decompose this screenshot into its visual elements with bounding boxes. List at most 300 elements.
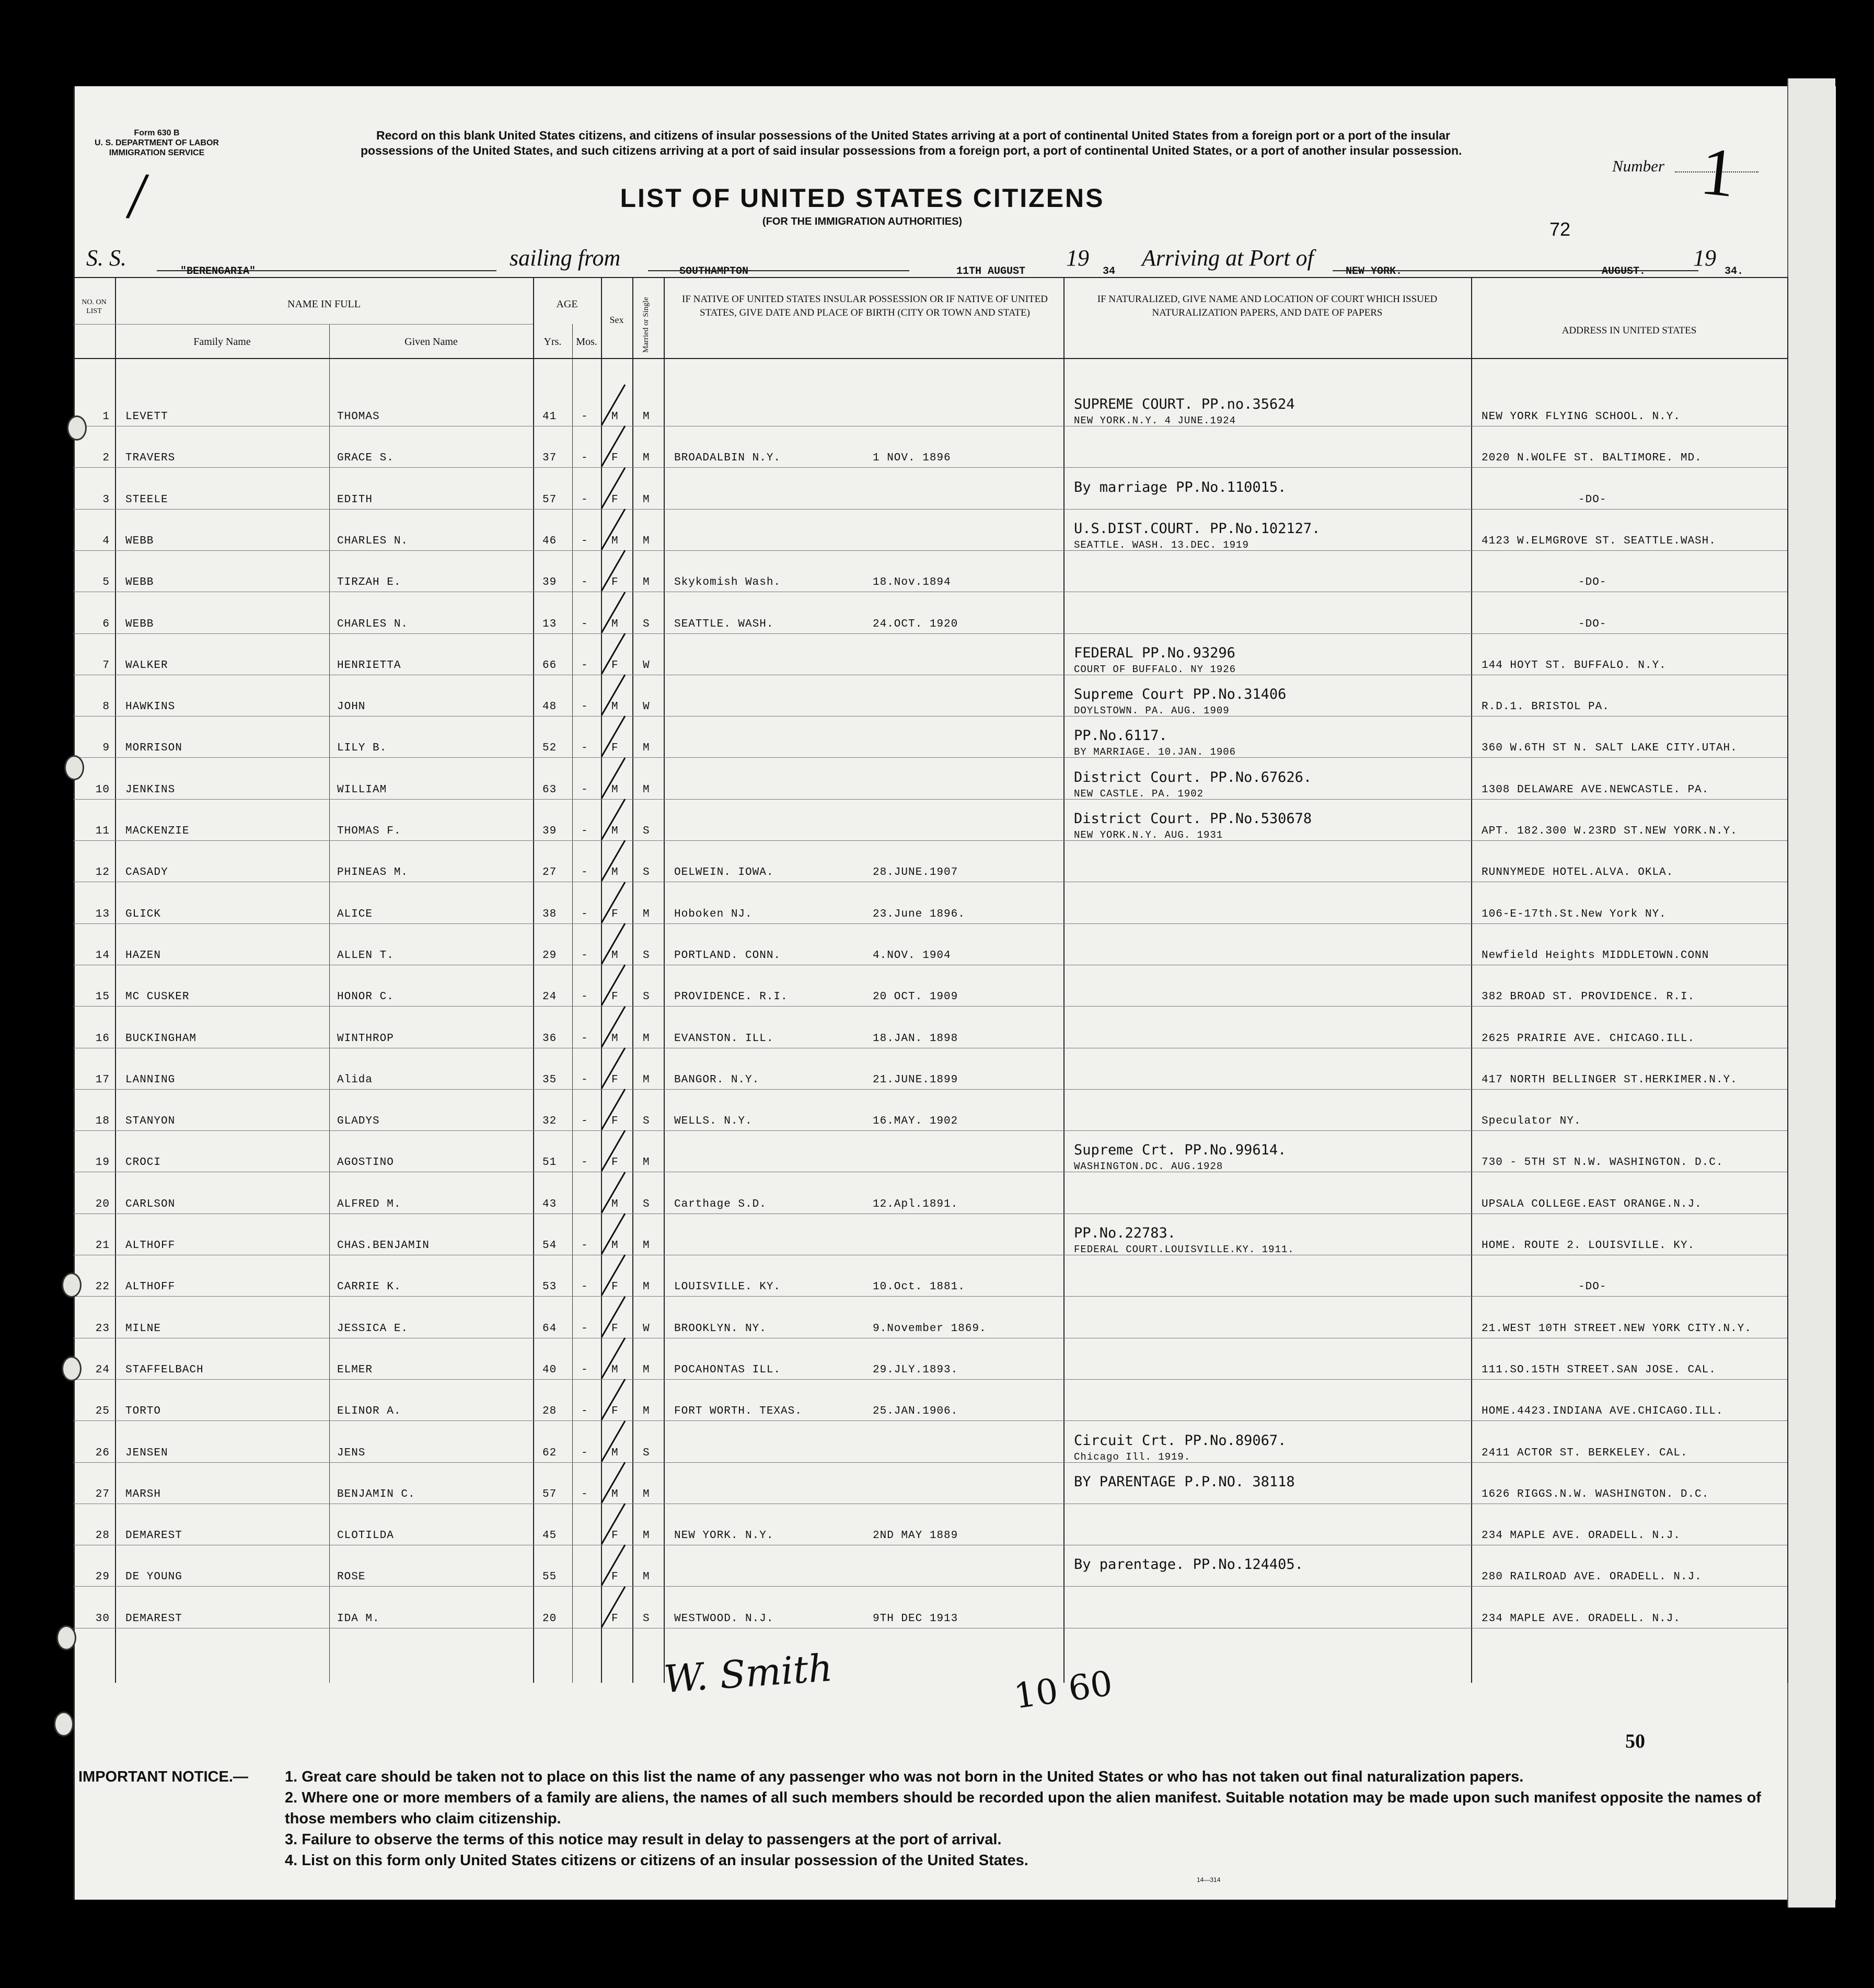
birth-place: EVANSTON. ILL. (674, 1032, 774, 1045)
given-name: JOHN (337, 701, 366, 713)
given-name: JENS (337, 1447, 366, 1459)
punch-hole (64, 755, 84, 780)
marital-status: M (643, 742, 650, 755)
inspector-signature: W. Smith (662, 1645, 834, 1702)
arrival-date: AUGUST. (1602, 265, 1646, 278)
table-row (73, 977, 1787, 1018)
family-name: CASADY (125, 866, 168, 879)
department: U. S. DEPARTMENT OF LABOR (95, 138, 219, 147)
age-months: - (581, 1032, 588, 1045)
number-label: Number (1612, 157, 1664, 175)
table-top-rule (73, 277, 1787, 278)
naturalization-line-1: Circuit Crt. PP.No.89067. (1074, 1432, 1287, 1449)
naturalization-line-2: BY MARRIAGE. 10.JAN. 1906 (1074, 746, 1236, 758)
sex: M (611, 701, 619, 713)
row-number: 24 (95, 1363, 110, 1376)
given-name: GRACE S. (337, 452, 394, 465)
form-id: Form 630 B (134, 129, 180, 137)
birth-place: BROADALBIN N.Y. (674, 452, 781, 465)
family-name: GLICK (125, 908, 161, 920)
us-address: 2020 N.WOLFE ST. BALTIMORE. MD. (1482, 452, 1702, 465)
age-months: - (581, 1363, 588, 1376)
naturalization-line-2: FEDERAL COURT.LOUISVILLE.KY. 1911. (1074, 1244, 1294, 1255)
family-name: MORRISON (125, 742, 182, 755)
birth-date: 12.Apl.1891. (873, 1198, 958, 1210)
birth-date: 20 OCT. 1909 (873, 991, 958, 1003)
birth-place: PROVIDENCE. R.I. (674, 991, 788, 1003)
birth-place: PORTLAND. CONN. (674, 949, 781, 962)
row-number: 14 (95, 949, 110, 962)
sex: M (611, 1488, 619, 1500)
age-years: 57 (542, 1488, 557, 1500)
given-name: ALICE (337, 908, 373, 920)
family-name: LANNING (125, 1073, 176, 1086)
table-row (73, 1557, 1787, 1598)
birth-date: 18.JAN. 1898 (873, 1032, 958, 1045)
age-years: 66 (542, 659, 557, 672)
marital-status: W (643, 701, 650, 713)
marital-status: S (643, 1198, 650, 1210)
family-name: LEVETT (125, 411, 168, 423)
sex: M (611, 618, 619, 630)
family-name: TORTO (125, 1405, 161, 1418)
sex: F (611, 1571, 619, 1584)
us-address: 417 NORTH BELLINGER ST.HERKIMER.N.Y. (1482, 1073, 1738, 1086)
page-edge (1787, 78, 1835, 1908)
birth-place: WESTWOOD. N.J. (674, 1612, 774, 1625)
table-row (73, 853, 1787, 894)
family-name: DEMAREST (125, 1530, 182, 1542)
marital-status: M (643, 783, 650, 796)
row-number: 4 (102, 535, 110, 547)
given-name: PHINEAS M. (337, 866, 409, 879)
row-number: 16 (95, 1032, 110, 1045)
us-address: 360 W.6TH ST N. SALT LAKE CITY.UTAH. (1482, 742, 1738, 755)
row-number: 11 (95, 825, 110, 837)
sex: M (611, 949, 619, 962)
naturalization-line-1: District Court. PP.No.530678 (1074, 811, 1312, 827)
sex: M (611, 783, 619, 796)
table-row (73, 895, 1787, 935)
row-number: 19 (95, 1157, 110, 1169)
row-number: 20 (95, 1198, 110, 1210)
age-months: - (581, 908, 588, 920)
table-row (73, 438, 1787, 479)
row-number: 28 (95, 1530, 110, 1542)
arriving-label: Arriving at Port of (1142, 245, 1314, 271)
age-months: - (581, 825, 588, 837)
naturalization-line-1: By marriage PP.No.110015. (1074, 479, 1287, 495)
punch-hole (67, 415, 87, 441)
age-months: - (581, 1115, 588, 1128)
notice-item-4: 4. List on this form only United States citizens or citizens of an insular possession of the United States. (285, 1852, 1028, 1869)
sex: F (611, 1073, 619, 1086)
sex: M (611, 535, 619, 547)
given-name: JESSICA E. (337, 1322, 409, 1335)
table-row (73, 1392, 1787, 1432)
naturalization-line-1: Supreme Crt. PP.No.99614. (1074, 1142, 1287, 1159)
given-name: ELMER (337, 1363, 373, 1376)
family-name: WEBB (125, 618, 154, 630)
us-address: 280 RAILROAD AVE. ORADELL. N.J. (1482, 1571, 1702, 1584)
us-address: -DO- (1578, 576, 1607, 589)
family-name: HAZEN (125, 949, 161, 962)
birth-date: 1 NOV. 1896 (873, 452, 951, 465)
given-name: CLOTILDA (337, 1530, 394, 1542)
age-years: 64 (542, 1322, 557, 1335)
sex: F (611, 742, 619, 755)
sex: F (611, 493, 619, 506)
row-number: 5 (102, 576, 110, 589)
marital-status: S (643, 949, 650, 962)
age-years: 63 (542, 783, 557, 796)
sex: M (611, 1032, 619, 1045)
age-years: 40 (542, 1363, 557, 1376)
age-months: - (581, 866, 588, 879)
birth-date: 25.JAN.1906. (873, 1405, 958, 1418)
us-address: 106-E-17th.St.New York NY. (1482, 908, 1667, 920)
given-name: HENRIETTA (337, 659, 401, 672)
list-number: 1 (1697, 133, 1739, 212)
given-name: ROSE (337, 1571, 366, 1584)
marital-status: S (643, 991, 650, 1003)
page-subtitle: (FOR THE IMMIGRATION AUTHORITIES) (762, 216, 963, 227)
sex: F (611, 1530, 619, 1542)
naturalization-line-2: WASHINGTON.DC. AUG.1928 (1074, 1161, 1223, 1173)
punch-hole (56, 1625, 76, 1650)
us-address: R.D.1. BRISTOL PA. (1482, 701, 1610, 713)
birth-place: WELLS. N.Y. (674, 1115, 753, 1128)
arrival-year: 34. (1725, 265, 1744, 278)
row-number: 15 (95, 991, 110, 1003)
family-name: STEELE (125, 493, 168, 506)
age-years: 13 (542, 618, 557, 630)
sex: M (611, 1240, 619, 1252)
age-years: 24 (542, 991, 557, 1003)
marital-status: M (643, 1530, 650, 1542)
form-code: 14—314 (1197, 1876, 1221, 1883)
marital-status: S (643, 1612, 650, 1625)
row-number: 6 (102, 618, 110, 630)
marital-status: M (643, 493, 650, 506)
given-name: ALFRED M. (337, 1198, 401, 1210)
marital-status: S (643, 1447, 650, 1459)
birth-place: SEATTLE. WASH. (674, 618, 774, 630)
marital-status: S (643, 1115, 650, 1128)
table-row (73, 812, 1787, 852)
table-row (73, 1267, 1787, 1308)
us-address: 21.WEST 10TH STREET.NEW YORK CITY.N.Y. (1482, 1322, 1752, 1335)
naturalization-line-1: BY PARENTAGE P.P.NO. 38118 (1074, 1473, 1295, 1490)
us-address: 382 BROAD ST. PROVIDENCE. R.I. (1482, 991, 1695, 1003)
age-years: 46 (542, 535, 557, 547)
table-row (73, 605, 1787, 645)
row-number: 29 (95, 1571, 110, 1584)
given-name: BENJAMIN C. (337, 1488, 415, 1500)
arrival-year-prefix: 19 (1693, 245, 1716, 271)
family-name: MC CUSKER (125, 991, 190, 1003)
age-years: 43 (542, 1198, 557, 1210)
age-years: 57 (542, 493, 557, 506)
naturalization-line-2: Chicago Ill. 1919. (1074, 1451, 1191, 1463)
birth-place: Hoboken NJ. (674, 908, 753, 920)
subheader-rule (73, 324, 533, 325)
header-mos: Mos. (576, 336, 597, 348)
naturalization-line-1: PP.No.22783. (1074, 1225, 1176, 1241)
row-number: 3 (102, 493, 110, 506)
naturalization-line-1: U.S.DIST.COURT. PP.No.102127. (1074, 520, 1321, 537)
given-name: WILLIAM (337, 783, 387, 796)
age-years: 48 (542, 701, 557, 713)
sex: F (611, 659, 619, 672)
family-name: WEBB (125, 535, 154, 547)
given-name: ALLEN T. (337, 949, 394, 962)
table-row (73, 563, 1787, 604)
birth-date: 10.Oct. 1881. (873, 1281, 965, 1293)
row-number: 2 (102, 452, 110, 465)
sex: M (611, 1363, 619, 1376)
sailing-year: 34 (1103, 265, 1116, 278)
age-years: 45 (542, 1530, 557, 1542)
birth-date: 4.NOV. 1904 (873, 949, 951, 962)
age-years: 20 (542, 1612, 557, 1625)
marital-status: M (643, 1281, 650, 1293)
ss-label: S. S. (86, 245, 126, 271)
us-address: -DO- (1578, 618, 1607, 630)
row-number: 27 (95, 1488, 110, 1500)
age-years: 53 (542, 1281, 557, 1293)
naturalization-line-1: SUPREME COURT. PP.no.35624 (1074, 396, 1295, 412)
handwritten-one-left: / (124, 157, 151, 235)
sheet-stamp: 72 (1549, 218, 1571, 240)
table-row (73, 1060, 1787, 1101)
age-months: - (581, 1488, 588, 1500)
us-address: APT. 182.300 W.23RD ST.NEW YORK.N.Y. (1482, 825, 1738, 837)
us-address: RUNNYMEDE HOTEL.ALVA. OKLA. (1482, 866, 1674, 879)
us-address: 111.SO.15TH STREET.SAN JOSE. CAL. (1482, 1363, 1716, 1376)
table-row (73, 1019, 1787, 1060)
table-row (73, 1185, 1787, 1226)
sex: M (611, 1198, 619, 1210)
sailing-label: sailing from (510, 245, 621, 271)
header-sex: Sex (609, 315, 624, 325)
birth-date: 2ND MAY 1889 (873, 1530, 958, 1542)
sex: F (611, 1322, 619, 1335)
given-name: IDA M. (337, 1612, 380, 1625)
age-years: 27 (542, 866, 557, 879)
row-number: 10 (95, 783, 110, 796)
marital-status: S (643, 825, 650, 837)
family-name: HAWKINS (125, 701, 176, 713)
row-number: 13 (95, 908, 110, 920)
age-months: - (581, 991, 588, 1003)
service: IMMIGRATION SERVICE (109, 148, 205, 157)
family-name: MACKENZIE (125, 825, 190, 837)
marital-status: M (643, 1240, 650, 1252)
birth-place: Carthage S.D. (674, 1198, 767, 1210)
row-number: 21 (95, 1240, 110, 1252)
us-address: 4123 W.ELMGROVE ST. SEATTLE.WASH. (1482, 535, 1716, 547)
marital-status: M (643, 1157, 650, 1169)
marital-status: M (643, 1571, 650, 1584)
given-name: HONOR C. (337, 991, 394, 1003)
page-number: 50 (1625, 1730, 1645, 1752)
header-yrs: Yrs. (543, 336, 562, 348)
birth-date: 18.Nov.1894 (873, 576, 951, 589)
age-months: - (581, 1405, 588, 1418)
age-months: - (581, 1073, 588, 1086)
age-months: - (581, 1281, 588, 1293)
family-name: STANYON (125, 1115, 176, 1128)
given-name: Alida (337, 1073, 373, 1086)
birth-place: BROOKLYN. NY. (674, 1322, 767, 1335)
punch-hole (62, 1356, 82, 1381)
table-row (73, 1309, 1787, 1350)
marital-status: W (643, 1322, 650, 1335)
header-bottom-rule (73, 358, 1787, 359)
table-row (73, 522, 1787, 562)
given-name: THOMAS (337, 411, 380, 423)
marital-status: M (643, 452, 650, 465)
naturalization-line-2: SEATTLE. WASH. 13.DEC. 1919 (1074, 539, 1249, 551)
col-rule (1787, 277, 1788, 1683)
us-address: 730 - 5TH ST N.W. WASHINGTON. D.C. (1482, 1157, 1723, 1169)
family-name: DEMAREST (125, 1612, 182, 1625)
age-months: - (581, 493, 588, 506)
age-years: 52 (542, 742, 557, 755)
header-age: AGE (556, 298, 578, 310)
age-months: - (581, 701, 588, 713)
header-name: NAME IN FULL (287, 298, 361, 310)
sex: F (611, 1157, 619, 1169)
marital-status: W (643, 659, 650, 672)
us-address: 234 MAPLE AVE. ORADELL. N.J. (1482, 1530, 1681, 1542)
row-number: 17 (95, 1073, 110, 1086)
header-married: Married or Single (642, 297, 650, 353)
age-years: 38 (542, 908, 557, 920)
marital-status: M (643, 1073, 650, 1086)
given-name: GLADYS (337, 1115, 380, 1128)
header-given: Given Name (404, 336, 458, 348)
sex: M (611, 411, 619, 423)
family-name: MARSH (125, 1488, 161, 1500)
age-years: 36 (542, 1032, 557, 1045)
us-address: Speculator NY. (1482, 1115, 1581, 1128)
sex: F (611, 452, 619, 465)
sex: F (611, 1612, 619, 1625)
sailing-port: SOUTHAMPTON (679, 265, 749, 278)
age-months: - (581, 1447, 588, 1459)
us-address: HOME.4423.INDIANA AVE.CHICAGO.ILL. (1482, 1405, 1723, 1418)
marital-status: M (643, 535, 650, 547)
row-number: 18 (95, 1115, 110, 1128)
us-address: HOME. ROUTE 2. LOUISVILLE. KY. (1482, 1240, 1695, 1252)
given-name: CHARLES N. (337, 618, 409, 630)
age-months: - (581, 742, 588, 755)
table-row (73, 1475, 1787, 1516)
us-address: NEW YORK FLYING SCHOOL. N.Y. (1482, 411, 1681, 423)
given-name: CHAS.BENJAMIN (337, 1240, 430, 1252)
sex: M (611, 1447, 619, 1459)
punch-hole (62, 1273, 82, 1298)
family-name: WEBB (125, 576, 154, 589)
naturalization-line-1: Supreme Court PP.No.31406 (1074, 686, 1287, 703)
given-name: THOMAS F. (337, 825, 401, 837)
row-number: 8 (102, 701, 110, 713)
family-name: ALTHOFF (125, 1281, 176, 1293)
naturalization-line-2: COURT OF BUFFALO. NY 1926 (1074, 663, 1236, 675)
sex: F (611, 1115, 619, 1128)
age-years: 51 (542, 1157, 557, 1169)
age-months: - (581, 659, 588, 672)
table-row (73, 687, 1787, 728)
table-row (73, 936, 1787, 977)
age-months: - (581, 783, 588, 796)
marital-status: M (643, 1488, 650, 1500)
table-row (73, 646, 1787, 687)
given-name: LILY B. (337, 742, 387, 755)
naturalization-line-2: DOYLSTOWN. PA. AUG. 1909 (1074, 705, 1230, 717)
naturalization-line-1: By parentage. PP.No.124405. (1074, 1556, 1303, 1573)
table-row (73, 1102, 1787, 1142)
sex: F (611, 576, 619, 589)
row-number: 9 (102, 742, 110, 755)
us-address: UPSALA COLLEGE.EAST ORANGE.N.J. (1482, 1198, 1702, 1210)
birth-place: LOUISVILLE. KY. (674, 1281, 781, 1293)
birth-date: 28.JUNE.1907 (873, 866, 958, 879)
family-name: CARLSON (125, 1198, 176, 1210)
age-months: - (581, 618, 588, 630)
birth-date: 9TH DEC 1913 (873, 1612, 958, 1625)
sex: M (611, 825, 619, 837)
table-row (73, 480, 1787, 521)
table-row (73, 1350, 1787, 1391)
sex: F (611, 1281, 619, 1293)
age-years: 55 (542, 1571, 557, 1584)
family-name: WALKER (125, 659, 168, 672)
us-address: Newfield Heights MIDDLETOWN.CONN (1482, 949, 1709, 962)
table-row (73, 770, 1787, 811)
table-row (73, 1226, 1787, 1267)
birth-place: BANGOR. N.Y. (674, 1073, 760, 1086)
naturalization-line-2: NEW YORK.N.Y. AUG. 1931 (1074, 829, 1223, 841)
age-months: - (581, 949, 588, 962)
notice-item-2: 2. Where one or more members of a family are aliens, the names of all such members should be recorded upon the alien manifest. Suitable notation may be made upon such manifest opposite the names of those members who claim citizenship. (285, 1789, 1761, 1827)
header-birth: IF NATIVE OF UNITED STATES INSULAR POSSESSION OR IF NATIVE OF UNITED STATES, GIVE DATE AND PLACE OF BIRTH (CITY OR TOWN AND STATE) (682, 294, 1048, 318)
table-row (73, 1599, 1787, 1640)
ship-name: "BERENGARIA" (180, 265, 256, 278)
marital-status: M (643, 908, 650, 920)
table-row (73, 1516, 1787, 1557)
ship-line (157, 270, 496, 271)
birth-date: 23.June 1896. (873, 908, 965, 920)
notice-item-3: 3. Failure to observe the terms of this notice may result in delay to passengers at the port of arrival. (285, 1831, 1002, 1848)
row-number: 23 (95, 1322, 110, 1335)
age-months: - (581, 452, 588, 465)
age-years: 39 (542, 576, 557, 589)
given-name: EDITH (337, 493, 373, 506)
family-name: CROCI (125, 1157, 161, 1169)
birth-date: 24.OCT. 1920 (873, 618, 958, 630)
table-row (73, 397, 1787, 438)
us-address: 1308 DELAWARE AVE.NEWCASTLE. PA. (1482, 783, 1709, 796)
marital-status: M (643, 1363, 650, 1376)
table-row (73, 729, 1787, 769)
age-years: 29 (542, 949, 557, 962)
sailing-date: 11TH AUGUST (956, 265, 1026, 278)
family-name: TRAVERS (125, 452, 176, 465)
family-name: STAFFELBACH (125, 1363, 204, 1376)
